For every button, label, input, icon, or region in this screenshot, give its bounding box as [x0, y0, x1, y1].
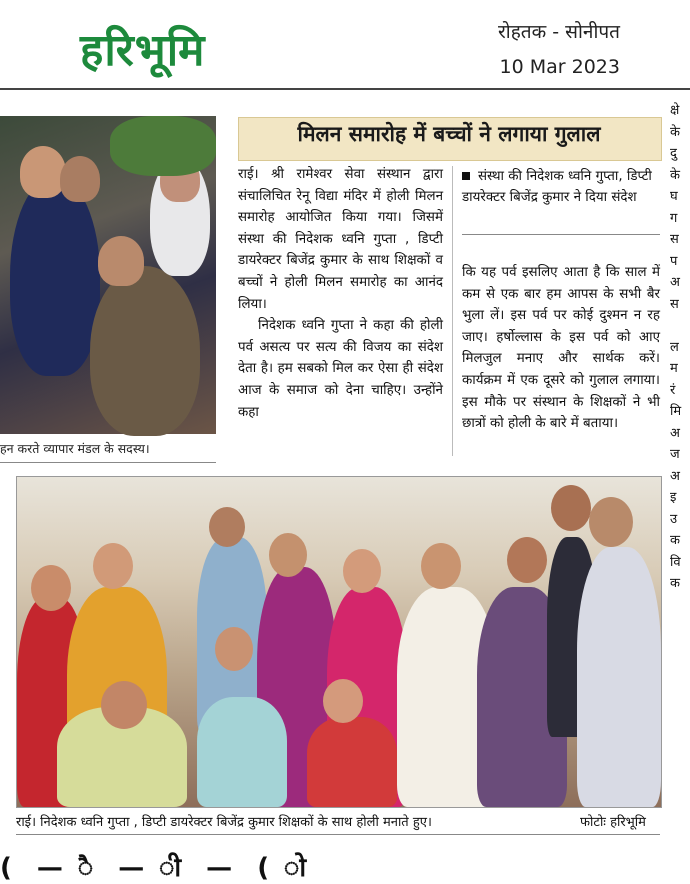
- article-paragraph-1: राई। श्री रामेश्वर सेवा संस्थान द्वारा संचालिचित रेनू विद्या मंदिर में होली मिलन समारोह आयोजित किया गया। जिसमें संस्था की निदेशक ध्वनि गुप्ता , डिप्टी डायरेक्टर बिजेंद्र कुमार के साथ शिक्षकों व बच्चों ने होली मिलन समारोह का आनंद लिया।: [238, 167, 443, 312]
- adjacent-column-fragment: के: [670, 124, 680, 140]
- adjacent-column-cut: [670, 100, 690, 840]
- edition-label: रोहतक - सोनीपत: [498, 21, 620, 43]
- adjacent-column-fragment: घ: [670, 189, 678, 204]
- adjacent-column-fragment: अ: [670, 425, 680, 441]
- adjacent-column-fragment: उ: [670, 511, 678, 527]
- article-paragraph-2: निदेशक ध्वनि गुप्ता ने कहा की होली पर्व असत्य पर सत्य की विजय का संदेश देता है। हम सबको मिल कर ऐसा ही संदेश आज के समाज को देना चाहिए। उन्होंने कहा: [238, 318, 443, 420]
- masthead-logo: हरिभूमि: [80, 25, 206, 76]
- subdeck-divider: [462, 234, 660, 235]
- adjacent-column-fragment: स: [670, 232, 679, 247]
- group-holi-photo: [16, 476, 662, 808]
- adjacent-column-fragment: अ: [670, 275, 680, 290]
- adjacent-column-fragment: दु: [670, 146, 677, 161]
- adjacent-column-fragment: क्षे: [670, 103, 680, 118]
- left-photo-caption: हन करते व्यापार मंडल के सदस्य।: [0, 441, 150, 456]
- adjacent-column-fragment: मि: [670, 404, 682, 419]
- article-subdeck: [462, 166, 660, 208]
- subdeck-text: संस्था की निदेशक ध्वनि गुप्ता, डिप्टी डायरेक्टर बिजेंद्र कुमार ने दिया संदेश: [462, 169, 652, 205]
- adjacent-column-fragment: [670, 315, 690, 337]
- masthead-divider: [0, 88, 690, 90]
- left-news-photo: [0, 116, 216, 434]
- photo-credit: फोटोः हरिभूमि: [580, 815, 646, 830]
- adjacent-column-fragment: ग: [670, 210, 678, 226]
- bullet-square-icon: [462, 172, 470, 180]
- adjacent-column-fragment: ज: [670, 447, 680, 462]
- caption-divider-bottom: [16, 834, 660, 835]
- article-headline: मिलन समारोह में बच्चों ने लगाया गुलाल: [297, 122, 601, 146]
- adjacent-column-fragment: स: [670, 296, 679, 312]
- article-column-1: [238, 164, 443, 423]
- main-photo-caption: राई। निदेशक ध्वनि गुप्ता , डिप्टी डायरेक्टर बिजेंद्र कुमार शिक्षकों के साथ होली मनाते हुए।: [16, 815, 432, 830]
- adjacent-column-fragment: प: [670, 253, 678, 269]
- adjacent-column-fragment: म: [670, 361, 678, 376]
- adjacent-column-fragment: वि: [670, 554, 681, 570]
- adjacent-column-fragment: रं: [670, 382, 676, 398]
- next-headline-cut: ( — ै — ी — ( ो: [0, 853, 315, 883]
- adjacent-column-fragment: के: [670, 167, 680, 183]
- adjacent-column-fragment: क: [670, 533, 680, 548]
- adjacent-column-fragment: क: [670, 576, 680, 591]
- column-separator: [452, 166, 453, 456]
- adjacent-column-fragment: ल: [670, 339, 679, 355]
- issue-date: 10 Mar 2023: [499, 56, 620, 78]
- adjacent-column-fragment: इ: [670, 490, 677, 505]
- adjacent-column-fragment: अ: [670, 468, 680, 484]
- article-paragraph-3: कि यह पर्व इसलिए आता है कि साल में कम से एक बार हम आपस के सभी बैर भुला लें। इस पर्व पर कोई दुश्मन न रह जाए। हर्षोल्लास के इस पर्व को आए मिलजुल मनाए और सार्थक करें। कार्यक्रम में एक दूसरे को गुलाल लगाया। इस मौके पर संस्थान के शिक्षकों ने भी छात्रों को होली के बारे में बताया।: [462, 265, 660, 432]
- caption-divider: [0, 462, 216, 463]
